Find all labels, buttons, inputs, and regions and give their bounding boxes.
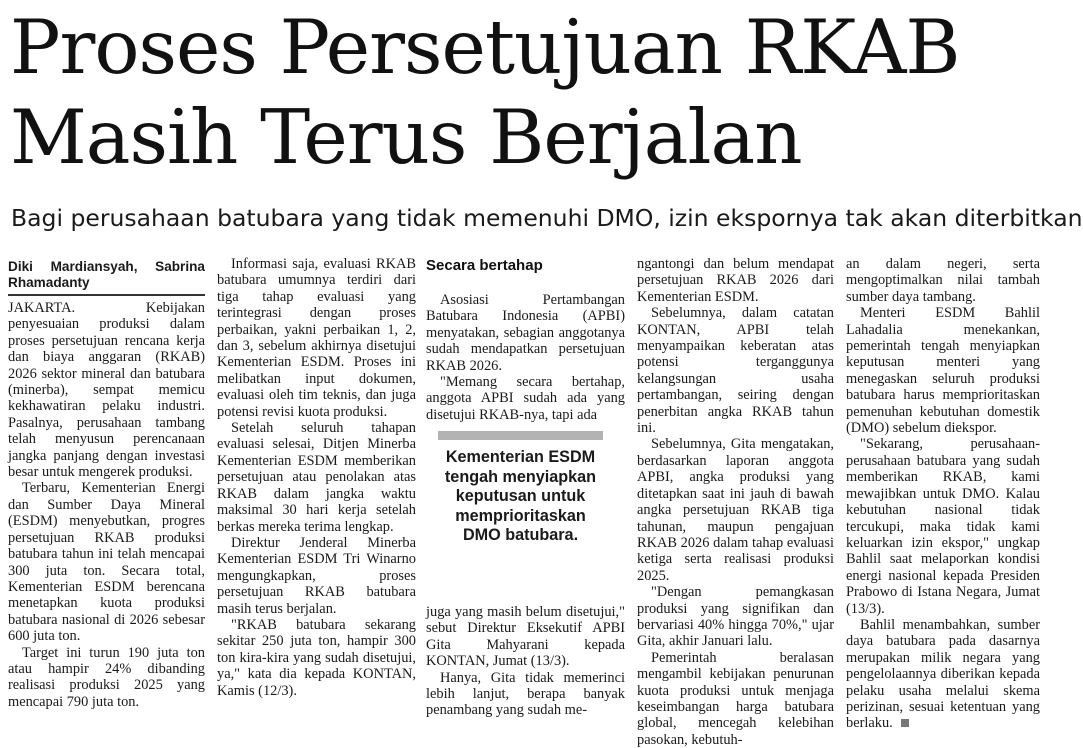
paragraph: Target ini turun 190 juta ton atau hampir 24% dibanding realisasi produksi 2025 yang mencapai 790 juta ton.	[8, 644, 205, 710]
paragraph: "Memang secara bertahap, anggota APBI sudah ada yang disetujui RKAB-nya, tapi ada	[426, 374, 625, 423]
article-column-4	[637, 256, 834, 748]
section-subhead: Secara bertahap	[426, 257, 543, 274]
article-column-1	[8, 256, 205, 722]
paragraph: Asosiasi Pertambangan Batubara Indonesia (APBI) menyatakan, sebagian anggotanya sudah mendapatkan persetujuan RKAB 2026.	[426, 292, 625, 374]
paragraph: JAKARTA. Kebijakan penyesuaian produksi dalam proses persetujuan rencana kerja dan biaya anggaran (RKAB) 2026 sektor mineral dan batubara (minerba), sempat memicu kekhawatiran pelaku industri. Pasalnya, perusahaan tambang telah menyusun perencanaan jangka panjang dengan investasi besar untuk mengerek produksi.	[8, 300, 205, 481]
paragraph: Hanya, Gita tidak memerinci lebih lanjut, berapa banyak penambang yang sudah me-	[426, 669, 625, 719]
paragraph: "RKAB batubara sekarang sekitar 250 juta ton, hampir 300 ton kira-kira yang sudah disetujui, ya," kata dia kepada KONTAN, Kamis (12/3).	[217, 616, 416, 699]
paragraph: Direktur Jenderal Minerba Kementerian ESDM Tri Winarno mengungkapkan, proses persetujuan RKAB batubara masih terus berjalan.	[217, 534, 416, 617]
pull-quote-bar	[438, 431, 603, 440]
deck-subtitle: Bagi perusahaan batubara yang tidak memenuhi DMO, izin ekspornya tak akan diterbitkan	[11, 204, 1083, 232]
paragraph	[846, 617, 1040, 732]
article-column-3-continued	[426, 604, 625, 722]
paragraph: ngantongi dan belum mendapat persetujuan RKAB 2026 dari Kementerian ESDM.	[637, 256, 834, 305]
paragraph: Terbaru, Kementerian Energi dan Sumber Daya Mineral (ESDM) menyebutkan, progres persetujuan RKAB produksi batubara tahun ini telah mencapai 300 juta ton. Secara total, Kementerian ESDM berencana menetapkan kuota produksi batubara nasional di 2026 sebesar 600 juta ton.	[8, 480, 205, 645]
article-column-3	[426, 256, 625, 436]
paragraph: an dalam negeri, serta mengoptimalkan nilai tambah sumber daya tambang.	[846, 256, 1040, 305]
paragraph: Informasi saja, evaluasi RKAB batubara umumnya terdiri dari tiga tahap evaluasi yang terintegrasi dengan proses perbaikan, yakni perbaikan 1, 2, dan 3, sebelum akhirnya disetujui Kementerian ESDM. Proses ini melibatkan input dokumen, evaluasi oleh tim teknis, dan juga potensi revisi kuota produksi.	[217, 256, 416, 420]
paragraph-text: Bahlil menambahkan, sumber daya batubara pada dasarnya merupakan milik negara yang pengelolaannya diberikan kepada pelaku usaha melalui skema perizinan, sesuai ketentuan yang berlaku.	[846, 616, 1040, 732]
paragraph: "Sekarang, perusahaan-perusahaan batubara yang sudah memberikan RKAB, kami mewajibkan untuk DMO. Kalau kebutuhan nasional tidak tercukupi, maka tidak kami keluarkan izin ekspor," ungkap Bahlil saat melaporkan kondisi energi nasional kepada Presiden Prabowo di Istana Negara, Jumat (13/3).	[846, 436, 1040, 617]
paragraph: Menteri ESDM Bahlil Lahadalia menekankan, pemerintah tengah menyiapkan keputusan menteri yang menegaskan seluruh produksi batubara harus memprioritaskan pemenuhan kebutuhan domestik (DMO) sebelum diekspor.	[846, 305, 1040, 437]
paragraph: Setelah seluruh tahapan evaluasi selesai, Ditjen Minerba Kementerian ESDM memberikan persetujuan atau penolakan atas RKAB dalam jangka waktu maksimal 30 hari kerja setelah berkas mereka terima lengkap.	[217, 420, 416, 535]
paragraph: "Dengan pemangkasan produksi yang signifikan dan bervariasi 40% hingga 70%," ujar Gita, akhir Januari lalu.	[637, 584, 834, 650]
paragraph: Sebelumnya, dalam catatan KONTAN, APBI telah menyampaikan keberatan atas potensi terganggunya kelangsungan usaha pertambangan, seiring dengan penerbitan angka RKAB tahun ini.	[637, 305, 834, 437]
paragraph: juga yang masih belum disetujui," sebut Direktur Eksekutif APBI Gita Mahyarani kepada KONTAN, Jumat (13/3).	[426, 604, 625, 670]
paragraph: Sebelumnya, Gita mengatakan, berdasarkan laporan anggota APBI, angka produksi yang ditetapkan saat ini jauh di bawah angka persetujuan RKAB tiga tahunan, maupun pengajuan RKAB 2026 dalam tahap evaluasi ketiga serta realisasi produksi 2025.	[637, 436, 834, 584]
headline: Proses Persetujuan RKAB Masih Terus Berjalan	[10, 3, 960, 181]
end-of-article-mark	[901, 719, 909, 727]
paragraph: Pemerintah beralasan mengambil kebijakan penurunan kuota produksi untuk menjaga keseimbangan harga batubara global, mencegah kelebihan pasokan, kebutuh-	[637, 649, 834, 748]
article-column-5	[846, 256, 1040, 732]
pull-quote: Kementerian ESDM tengah menyiapkan keputusan untuk memprioritaskan DMO batubara.	[444, 448, 597, 545]
pull-quote-box	[438, 431, 603, 546]
article-column-2	[217, 256, 416, 722]
byline: Diki Mardiansyah, Sabrina Rhamadanty	[8, 256, 205, 296]
